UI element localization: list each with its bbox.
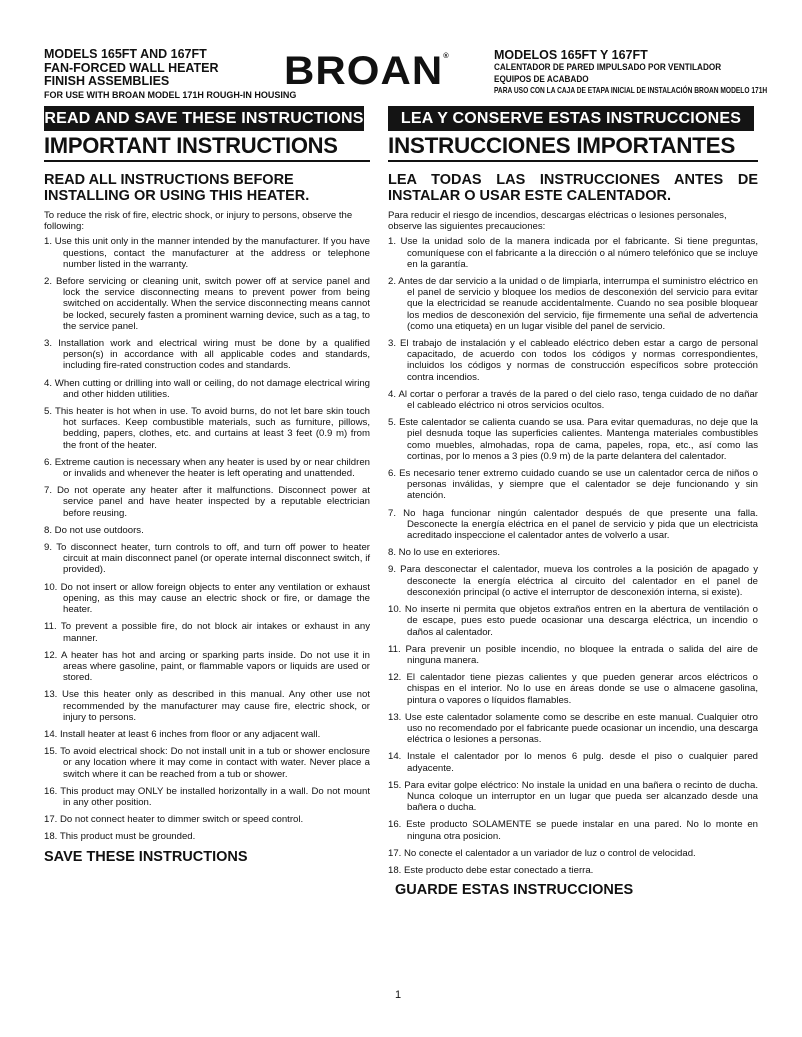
- spanish-item-14: 14. Instale el calentador por lo menos 6 pulg. desde el piso o cualquier pared adyacente.: [388, 751, 758, 774]
- english-header: [44, 48, 370, 106]
- english-instruction-list: [44, 236, 370, 842]
- english-item-11: 11. To prevent a possible fire, do not block air intakes or exhaust in any manner.: [44, 621, 370, 644]
- english-item-13: 13. Use this heater only as described in this manual. Any other use not recommended by the manufacturer may cause fire, electric shock, or injury to persons.: [44, 689, 370, 723]
- spanish-item-12: 12. El calentador tiene piezas calientes y que pueden generar arcos eléctricos o chispas en el interior. No lo use en áreas donde se use o almacene gasolina, pintura o vapores o líquidos flamables.: [388, 672, 758, 706]
- spanish-item-7: 7. No haga funcionar ningún calentador después de que presente una falla. Desconecte la energía eléctrica en el panel de servicio y pida que un electricista acreditado inspeccione el calentador antes de volverlo a usar.: [388, 507, 758, 542]
- spanish-item-1: 1. Use la unidad solo de la manera indicada por el fabricante. Si tiene preguntas, comuníquese con el fabricante a la dirección o al número telefónico que se incluye en la garantía.: [388, 236, 758, 270]
- english-item-6: 6. Extreme caution is necessary when any heater is used by or near children or invalids and whenever the heater is left operating and unattended.: [44, 456, 370, 480]
- spanish-item-17: 17. No conecte el calentador a un variador de luz o control de velocidad.: [388, 847, 696, 859]
- english-item-10: 10. Do not insert or allow foreign objects to enter any ventilation or exhaust opening, as this may cause an electric shock or fire, or damage the heater.: [44, 581, 370, 616]
- english-item-18: 18. This product must be grounded.: [44, 831, 196, 843]
- spanish-column: [388, 48, 768, 899]
- registered-mark: ®: [443, 53, 450, 60]
- spanish-title: INSTRUCCIONES IMPORTANTES: [388, 133, 758, 162]
- english-item-17: 17. Do not connect heater to dimmer switch or speed control.: [44, 814, 304, 826]
- english-column: [44, 48, 370, 865]
- english-item-7: 7. Do not operate any heater after it malfunctions. Disconnect power at service panel and have heater inspected by a reputable electrician before reusing.: [44, 485, 370, 519]
- english-item-16: 16. This product may ONLY be installed horizontally in a wall. Do not mount in any other position.: [44, 785, 370, 808]
- english-item-15: 15. To avoid electrical shock: Do not install unit in a tub or shower enclosure or any location where it may come in contact with water. Never place a switch where it can be reached from a tub or shower.: [44, 746, 370, 780]
- spanish-housing-note: PARA USO CON LA CAJA DE ETAPA INICIAL DE INSTALACIÓN BROAN MODELO 171H: [494, 85, 768, 95]
- spanish-item-18: 18. Este producto debe estar conectado a tierra.: [388, 864, 594, 876]
- english-housing-note: FOR USE WITH BROAN MODEL 171H ROUGH-IN HOUSING: [44, 89, 297, 100]
- spanish-item-4: 4. Al cortar o perforar a través de la pared o del cielo raso, tenga cuidado de no dañar el cableado eléctrico ni otros servicios ocultos.: [388, 388, 758, 412]
- broan-logo: BROAN®: [284, 49, 450, 93]
- spanish-instruction-list: [388, 236, 758, 876]
- english-item-5: 5. This heater is hot when in use. To avoid burns, do not let bare skin touch hot surfaces. Keep combustible materials, such as furniture, pillows, bedding, papers, clothes, etc. and curtains at least 3 feet (0.9 m) from the front of the heater.: [44, 406, 370, 451]
- spanish-item-8: 8. No lo use en exteriores.: [388, 547, 500, 559]
- english-subtitle: READ ALL INSTRUCTIONS BEFORE INSTALLING OR USING THIS HEATER.: [44, 172, 310, 204]
- english-item-1: 1. Use this unit only in the manner intended by the manufacturer. If you have questions, contact the manufacturer at the address or telephone number listed in the warranty.: [44, 236, 370, 270]
- english-item-14: 14. Install heater at least 6 inches from floor or any adjacent wall.: [44, 728, 321, 740]
- spanish-banner: LEA Y CONSERVE ESTAS INSTRUCCIONES: [388, 106, 754, 131]
- spanish-item-6: 6. Es necesario tener extremo cuidado cuando se use un calentador cerca de niños o personas inválidas, y siempre que el calentador se deje funcionando y sin atención.: [388, 468, 758, 502]
- spanish-item-5: 5. Este calentador se calienta cuando se usa. Para evitar quemaduras, no deje que la piel desnuda toque las superficies calientes. Mantenga materiales combustibles como muebles, almohadas, ropa de cama, papeles, ropa, etc., así como las cortinas, por lo menos a 3 pies (0.9 m) de la parte delantera del calentador.: [388, 417, 758, 462]
- english-models: MODELS 165FT AND 167FT: [44, 47, 207, 61]
- spanish-item-16: 16. Este producto SOLAMENTE se puede instalar en una pared. No lo monte en ninguna otra posicion.: [388, 819, 758, 842]
- spanish-item-11: 11. Para prevenir un posible incendio, no bloquee la entrada o salida del aire de ninguna manera.: [388, 643, 758, 666]
- spanish-item-9: 9. Para desconectar el calentador, mueva los controles a la posición de apagado y desconecte la energía eléctrica al circuito del calentador en el panel de desconexión principal (o active el interruptor de desconexión interna, si existe).: [388, 564, 758, 598]
- spanish-intro: Para reducir el riesgo de incendios, descargas eléctricas o lesiones personales, observe las siguientes precauciones:: [388, 210, 727, 233]
- english-item-12: 12. A heater has hot and arcing or sparking parts inside. Do not use it in areas where gasoline, paint, or flammable vapors or liquids are used or stored.: [44, 649, 370, 684]
- spanish-item-2: 2. Antes de dar servicio a la unidad o de limpiarla, interrumpa el suministro eléctrico en el panel de servicio y bloquee los medios de desconexión del servicio para evitar que la electricidad se reanude accidentalmente. Cuando no sea posible bloquear los medios de desconexión del servicio, fije firmemente una señal de advertencia (como una etiqueta) en un lugar visible del panel de servicio.: [388, 276, 758, 332]
- english-item-8: 8. Do not use outdoors.: [44, 524, 144, 536]
- spanish-item-3: 3. El trabajo de instalación y el cableado eléctrico deben estar a cargo de personal capacitado, de acuerdo con todos los códigos y normas correspondientes, incluidos los códigos y normas de construcción específicos sobre protección contra incendios.: [388, 338, 758, 383]
- english-intro: To reduce the risk of fire, electric shock, or injury to persons, observe the following:: [44, 210, 353, 233]
- spanish-subtitle: LEA TODAS LAS INSTRUCCIONES ANTES DE INSTALAR O USAR ESTE CALENTADOR.: [388, 172, 758, 204]
- english-item-4: 4. When cutting or drilling into wall or ceiling, do not damage electrical wiring and other hidden utilities.: [44, 377, 370, 400]
- english-assembly: FINISH ASSEMBLIES: [44, 74, 170, 88]
- spanish-footer: GUARDE ESTAS INSTRUCCIONES: [395, 882, 634, 899]
- english-footer: SAVE THESE INSTRUCTIONS: [44, 848, 248, 865]
- spanish-models: MODELOS 165FT Y 167FT: [494, 48, 648, 62]
- spanish-item-15: 15. Para evitar golpe eléctrico: No instale la unidad en una bañera o recinto de ducha. Nunca coloque un interruptor en un lugar que pueda ser alcanzado desde una bañera o ducha.: [388, 779, 758, 814]
- english-item-2: 2. Before servicing or cleaning unit, switch power off at service panel and lock the service disconnecting means to prevent power from being switched on accidentally. When the service disconnecting means cannot be locked, securely fasten a prominent warning device, such as a tag, to the service panel.: [44, 276, 370, 332]
- english-item-9: 9. To disconnect heater, turn controls to off, and turn off power to heater circuit at main disconnect panel (or operate internal disconnect switch, if provided).: [44, 542, 370, 576]
- spanish-item-10: 10. No inserte ni permita que objetos extraños entren en la abertura de ventilación o de escape, pues esto puede ocasionar una descarga eléctrica, un incendio o daños al calentador.: [388, 604, 758, 638]
- page-number: 1: [395, 989, 402, 1001]
- english-title: IMPORTANT INSTRUCTIONS: [44, 133, 370, 162]
- english-item-3: 3. Installation work and electrical wiring must be done by a qualified person(s) in accordance with all applicable codes and standards, including fire-rated construction codes and standards.: [44, 338, 370, 372]
- spanish-assembly: EQUIPOS DE ACABADO: [494, 73, 589, 85]
- english-banner: READ AND SAVE THESE INSTRUCTIONS: [44, 106, 364, 131]
- spanish-product-name: CALENTADOR DE PARED IMPULSADO POR VENTILADOR: [494, 62, 722, 73]
- spanish-header: [388, 48, 768, 106]
- english-product-name: FAN-FORCED WALL HEATER: [44, 60, 219, 75]
- spanish-item-13: 13. Use este calentador solamente como se describe en este manual. Cualquier otro uso no recomendado por el fabricante puede ocasionar un incendio, una descarga eléctrica o lesiones a personas.: [388, 711, 758, 746]
